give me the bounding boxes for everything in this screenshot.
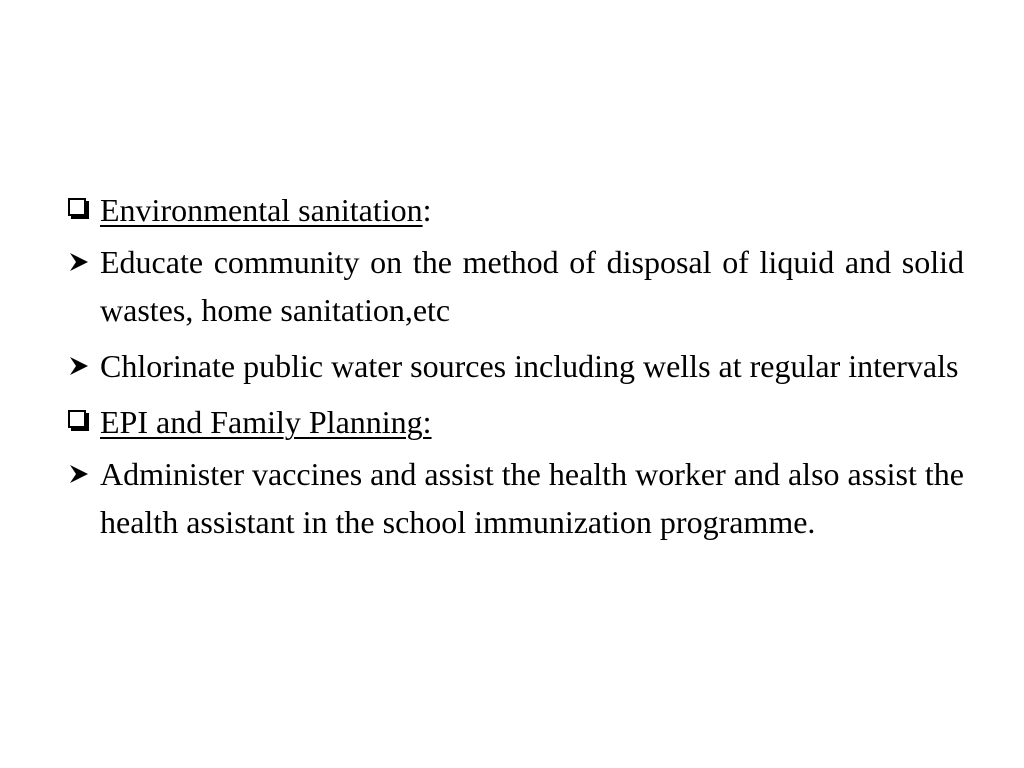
slide-content <box>60 186 964 546</box>
arrowhead-icon <box>68 463 90 485</box>
arrowhead-icon <box>68 355 90 377</box>
heading-label: Environmental sanitation <box>100 192 423 228</box>
section-heading-epi-family-planning <box>60 398 964 446</box>
bullet-text: Administer vaccines and assist the health worker and also assist the health assistant in the school immunization programme. <box>100 456 964 540</box>
checkbox-square-icon <box>68 198 86 216</box>
bullet-text: Chlorinate public water sources including wells at regular intervals <box>100 348 959 384</box>
section-heading-environmental-sanitation <box>60 186 964 234</box>
bullet-item <box>60 238 964 334</box>
heading-suffix: : <box>422 192 432 228</box>
bullet-item <box>60 342 964 390</box>
bullet-text: Educate community on the method of disposal of liquid and solid wastes, home sanitation,etc <box>100 244 964 328</box>
bullet-item <box>60 450 964 546</box>
checkbox-square-icon <box>68 410 86 428</box>
arrowhead-icon <box>68 251 90 273</box>
heading-label: EPI and Family Planning: <box>100 404 432 440</box>
